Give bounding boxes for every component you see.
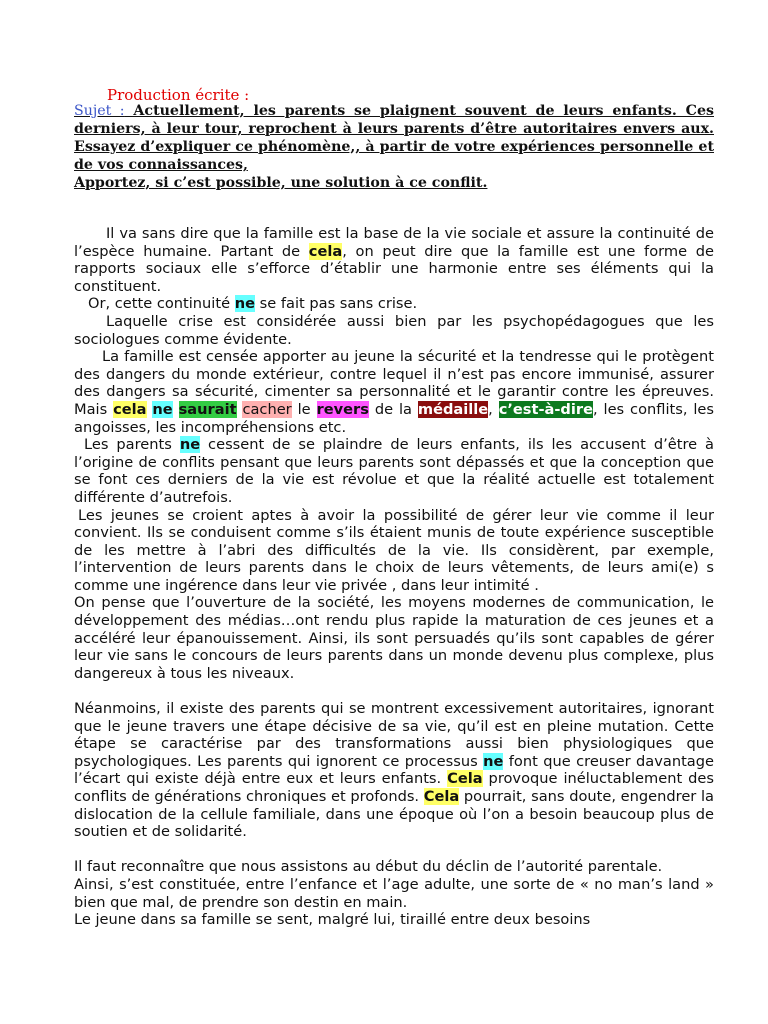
paragraph-text: , les conflits, les angoisses, les incompréhensions etc.: [74, 400, 715, 436]
paragraph: [74, 507, 714, 595]
paragraph-text: Il va sans dire que la famille est la base de la vie sociale et assure la continuité de l’espèce humaine. Partant de: [74, 225, 714, 260]
paragraph-text: Il faut reconnaître que nous assistons au début du déclin de l’autorité parentale.: [74, 858, 663, 876]
paragraph: [74, 876, 714, 911]
paragraph-text: On pense que l’ouverture de la société, les moyens modernes de communication, le développement des médias…ont rendu plus rapide la maturation de ces jeunes et a accéléré leur épanouissement. Ainsi, ils sont persuadés qu’ils sont capables de gérer leur vie sans le concours de leurs parents dans un monde devenu plus complexe, plus dangereux à tous les niveaux.: [74, 594, 714, 682]
paragraph-text: Les parents: [84, 436, 180, 454]
paragraph-gap: [74, 841, 714, 859]
essay-body: [74, 225, 714, 929]
paragraph-text: Laquelle crise est considérée aussi bien par les psychopédagogues que les sociologues comme évidente.: [74, 312, 714, 348]
subject-label: Sujet :: [74, 103, 125, 119]
paragraph: [74, 295, 714, 313]
paragraph: [74, 700, 714, 841]
highlighted-word: cacher: [242, 400, 292, 418]
paragraph-text: de la: [368, 400, 418, 418]
subject-text: Actuellement, les parents se plaignent souvent de leurs enfants. Ces derniers, à leur tour, reprochent à leurs parents d’être autoritaires envers aux. Essayez d’expliquer ce phénomène,, à partir de votre expériences personnelle et de vos connaissances,: [74, 103, 714, 173]
highlighted-word: saurait: [178, 400, 237, 418]
paragraph-text: Or, cette continuité: [88, 295, 235, 313]
paragraph-text: , on peut dire que la famille est une forme de rapports sociaux elle s’efforce d’établir une harmonie entre ses éléments qui la constituent.: [74, 242, 714, 295]
highlighted-word: c’est-à-dire: [498, 400, 593, 418]
paragraph-text: se fait pas sans crise.: [255, 295, 418, 313]
paragraph: [74, 594, 714, 682]
paragraph-text: Les jeunes se croient aptes à avoir la possibilité de gérer leur vie comme il leur convient. Ils se conduisent comme s’ils étaient munis de toute expérience susceptible de les mettre à l’abri des difficultés de la vie. Ils considèrent, par exemple, l’intervention de leurs parents dans le choix de leurs vêtements, de leurs ami(e) s comme une ingérence dans leur vie privée , dans leur intimité .: [74, 506, 714, 594]
paragraph: [74, 911, 714, 929]
highlighted-word: ne: [234, 295, 255, 313]
paragraph-text: Néanmoins, il existe des parents qui se montrent excessivement autoritaires, ignorant que le jeune travers une étape décisive de sa vie, qu’il est en pleine mutation. Cette étape se caractérise par des transformations aussi bien physiologiques que psychologiques. Les parents qui ignorent ce processus: [74, 700, 714, 770]
highlighted-word: revers: [316, 400, 369, 418]
highlighted-word: ne: [152, 400, 173, 418]
paragraph-text: le: [291, 400, 317, 418]
subject-text-line2: Apportez, si c’est possible, une solution à ce conflit.: [74, 175, 488, 191]
highlighted-word: Cela: [447, 770, 483, 788]
highlighted-word: ne: [179, 436, 201, 454]
paragraph: [74, 436, 714, 506]
paragraph-text: Le jeune dans sa famille se sent, malgré lui, tiraillé entre deux besoins: [74, 911, 591, 929]
paragraph-text: pourrait, sans doute, engendrer la dislocation de la cellule familiale, dans une époque où l’on a besoin beaucoup plus de soutien et de solidarité.: [74, 788, 714, 841]
paragraph-text: font que creuser davantage l’écart qui existe déjà entre eux et leurs enfants.: [74, 752, 714, 788]
paragraph: [74, 225, 714, 295]
highlighted-word: médaille: [417, 400, 489, 418]
highlighted-word: ne: [483, 752, 504, 770]
paragraph: [74, 348, 714, 436]
paragraph-text: ,: [488, 400, 499, 418]
highlighted-word: cela: [113, 400, 147, 418]
paragraph-gap: [74, 682, 714, 700]
paragraph: [74, 313, 714, 348]
paragraph-text: cessent de se plaindre de leurs enfants, ils les accusent d’être à l’origine de conflits pensant que leurs parents sont dépassés et que la conception que se font ces derniers de la vie est révolue et que la réalité actuelle est totalement différente d’autrefois.: [74, 436, 714, 506]
paragraph: [74, 858, 714, 876]
paragraph-text: [173, 401, 179, 418]
paragraph-text: Ainsi, s’est constituée, entre l’enfance et l’age adulte, une sorte de « no man’s land » bien que mal, de prendre son destin en main.: [74, 875, 714, 911]
page-title: Production écrite :: [107, 86, 250, 104]
highlighted-word: Cela: [423, 788, 460, 805]
paragraph-text: provoque inéluctablement des conflits de générations chroniques et profonds.: [74, 770, 714, 805]
highlighted-word: cela: [308, 242, 343, 260]
paragraph-text: La famille est censée apporter au jeune la sécurité et la tendresse qui le protègent des dangers du monde extérieur, contre lequel il n’est pas encore immunisé, assurer des dangers sa sécurité, cimenter sa personnalité et le garantir contre les épreuves. Mais: [74, 348, 714, 418]
subject-block: [74, 102, 714, 192]
